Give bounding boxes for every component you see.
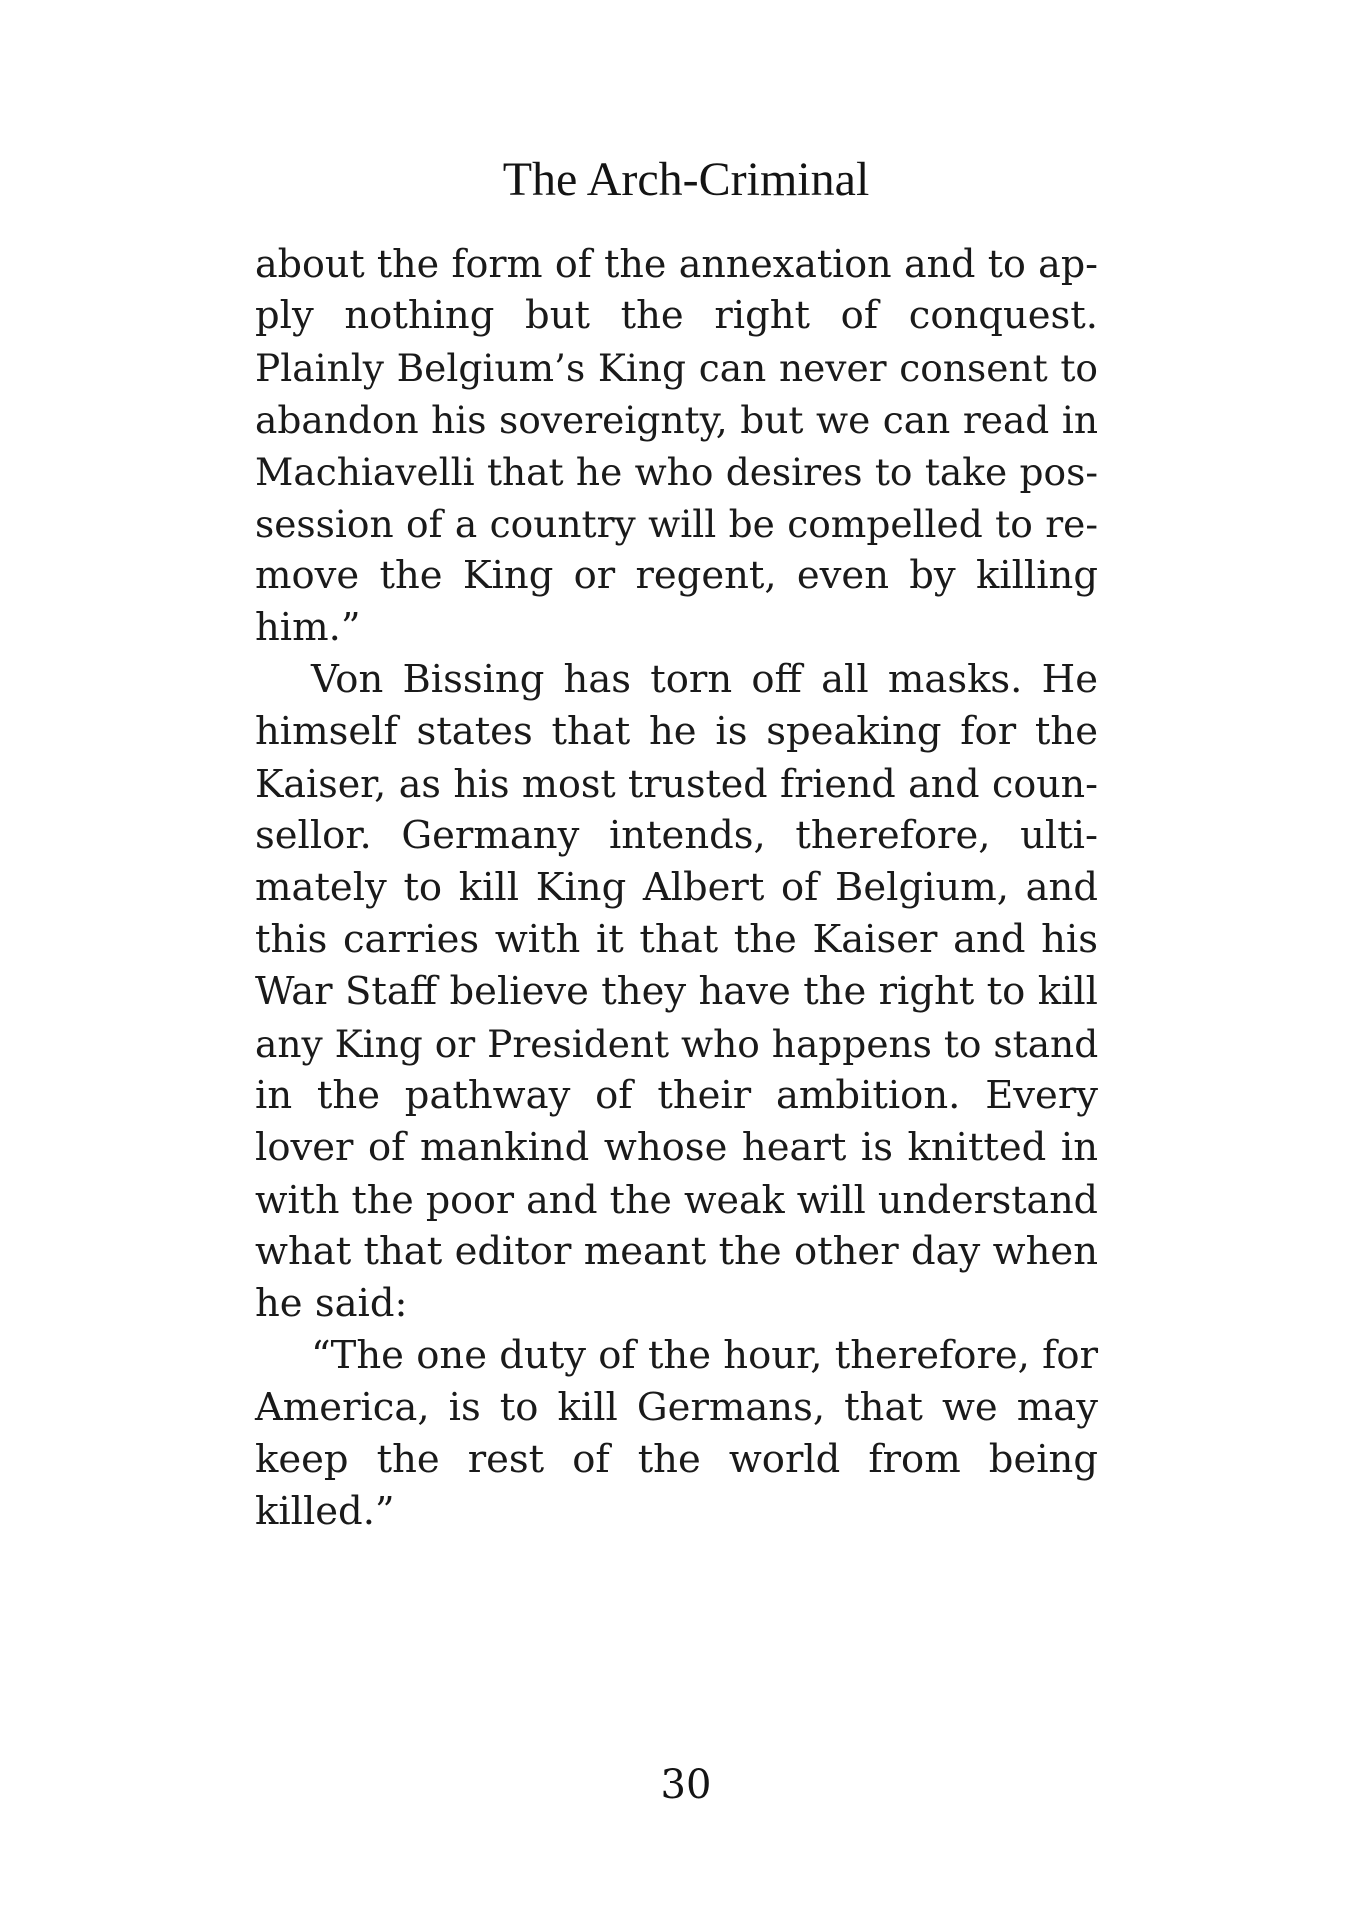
- text-line: mately to kill King Albert of Belgium, and: [255, 865, 1098, 910]
- text-line: War Staff believe they have the right to kill: [255, 969, 1098, 1014]
- text-line: Plainly Belgium’s King can never consent to: [255, 346, 1098, 390]
- text-line: Machiavelli that he who desires to take pos-: [255, 450, 1098, 494]
- body-text: [255, 238, 1098, 1538]
- paragraph-3: [255, 1330, 1098, 1538]
- text-line: sellor. Germany intends, therefore, ulti-: [255, 813, 1098, 858]
- text-line: abandon his sovereignty, but we can read in: [255, 398, 1098, 442]
- text-line: about the form of the annexation and to ap-: [255, 242, 1098, 286]
- text-line: keep the rest of the world from being: [255, 1437, 1098, 1482]
- text-line: killed.”: [255, 1489, 395, 1534]
- text-line: lover of mankind whose heart is knitted in: [255, 1125, 1098, 1170]
- paragraph-2: [255, 654, 1098, 1330]
- running-head: The Arch-Criminal: [502, 153, 870, 206]
- text-line: ply nothing but the right of conquest.: [255, 293, 1098, 338]
- text-line: America, is to kill Germans, that we may: [255, 1385, 1098, 1430]
- text-line: with the poor and the weak will understand: [255, 1178, 1098, 1222]
- text-line: session of a country will be compelled to re-: [255, 502, 1098, 546]
- text-line: “The one duty of the hour, therefore, for: [311, 1333, 1098, 1378]
- text-line: himself states that he is speaking for the: [255, 709, 1098, 754]
- paragraph-1: [255, 238, 1098, 654]
- text-line: Von Bissing has torn off all masks. He: [311, 657, 1098, 702]
- text-line: he said:: [255, 1281, 408, 1326]
- text-line: this carries with it that the Kaiser and his: [255, 917, 1098, 962]
- text-line: move the King or regent, even by killing: [255, 553, 1098, 598]
- text-line: what that editor meant the other day when: [255, 1229, 1098, 1274]
- text-line: Kaiser, as his most trusted friend and coun-: [255, 762, 1098, 806]
- text-line: him.”: [255, 605, 361, 650]
- text-line: any King or President who happens to stand: [255, 1022, 1099, 1066]
- text-line: in the pathway of their ambition. Every: [255, 1073, 1098, 1118]
- page-number: 30: [660, 1762, 712, 1808]
